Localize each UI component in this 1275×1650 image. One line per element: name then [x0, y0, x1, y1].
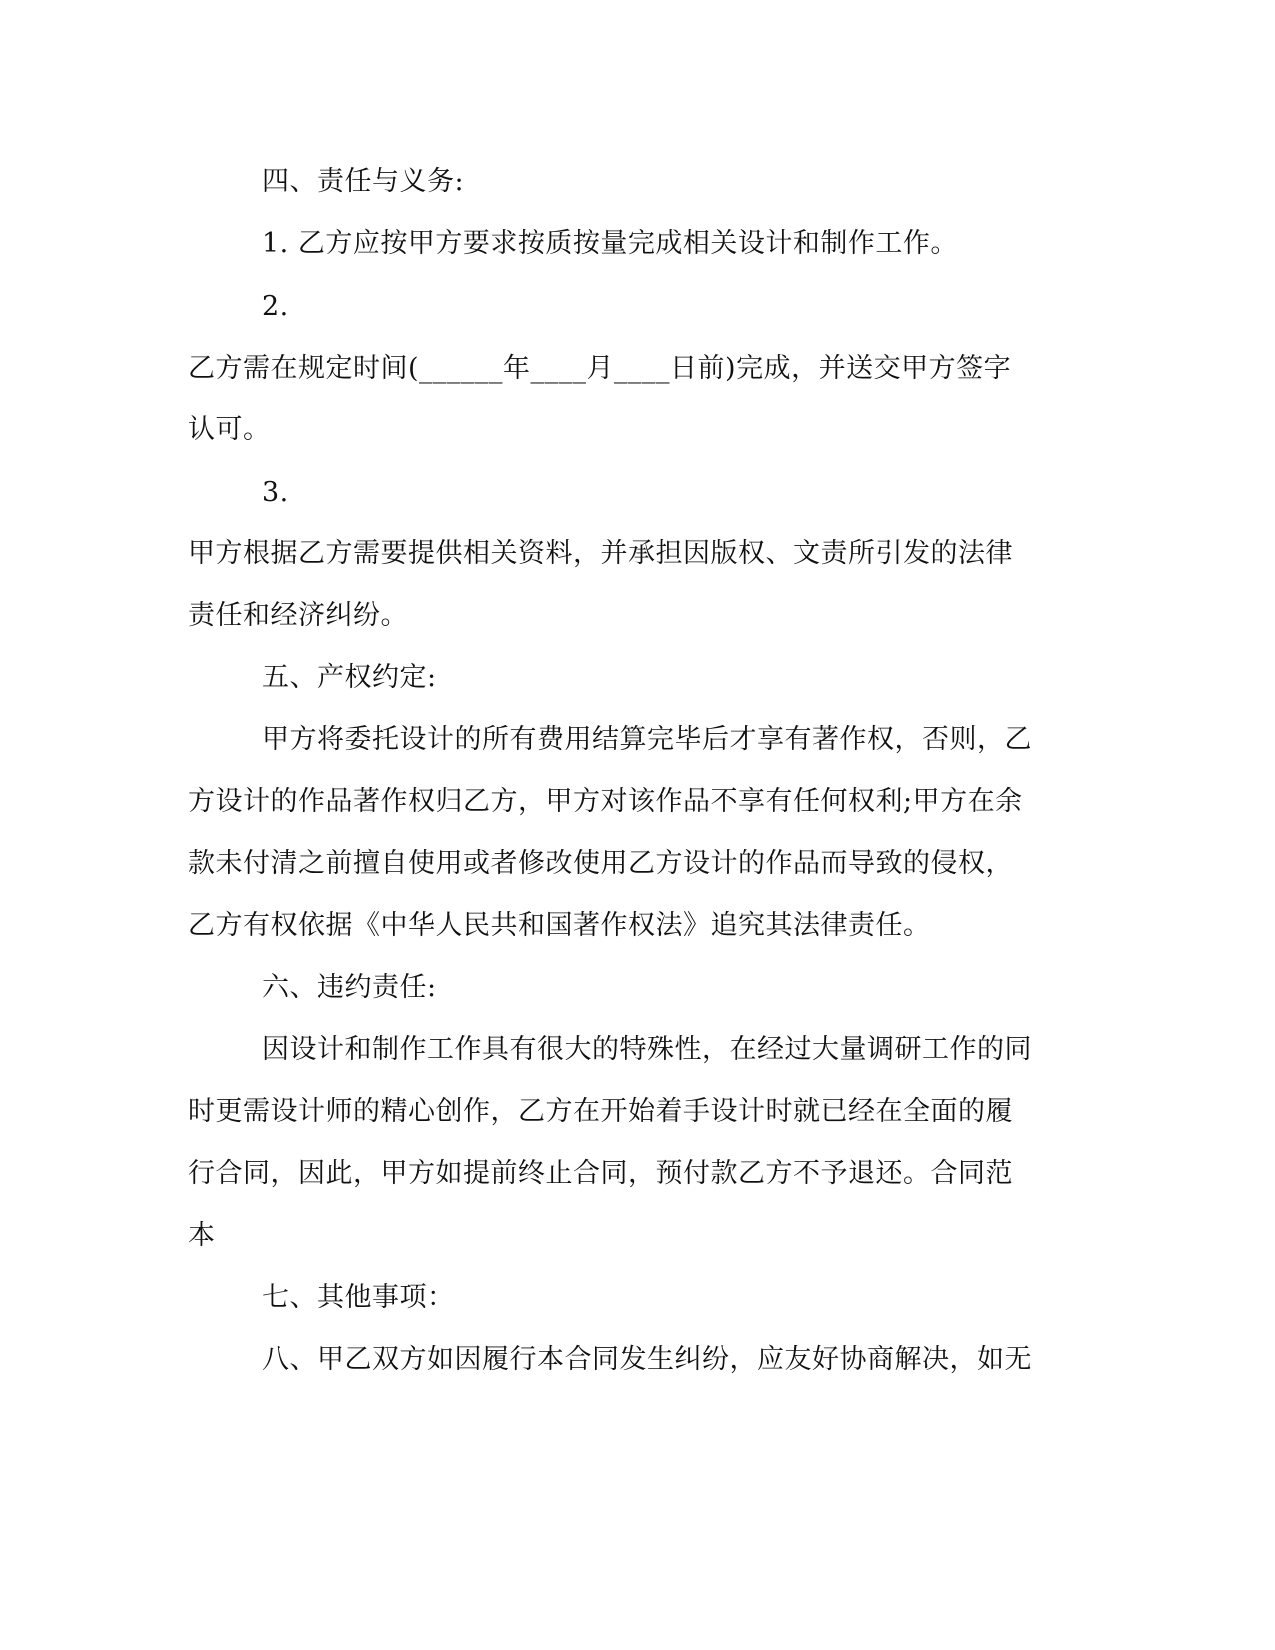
paragraph-6-line-2: 时更需设计师的精心创作，乙方在开始着手设计时就已经在全面的履	[188, 1096, 1013, 1127]
clause-4-1: 1. 乙方应按甲方要求按质按量完成相关设计和制作工作。	[262, 228, 958, 259]
paragraph-6-line-1: 因设计和制作工作具有很大的特殊性，在经过大量调研工作的同	[262, 1034, 1032, 1065]
section-heading-7: 七、其他事项：	[262, 1282, 455, 1313]
paragraph-6-line-3: 行合同，因此，甲方如提前终止合同，预付款乙方不予退还。合同范	[188, 1158, 1013, 1189]
section-heading-5: 五、产权约定:	[262, 662, 437, 693]
clause-4-2-number: 2.	[262, 291, 289, 322]
section-heading-4: 四、责任与义务:	[262, 166, 465, 197]
section-heading-6: 六、违约责任:	[262, 972, 437, 1003]
paragraph-5-line-3: 款未付清之前擅自使用或者修改使用乙方设计的作品而导致的侵权，	[188, 848, 1013, 879]
paragraph-5-line-2: 方设计的作品著作权归乙方，甲方对该作品不享有任何权利;甲方在余	[188, 786, 1023, 817]
paragraph-5-line-4: 乙方有权依据《中华人民共和国著作权法》追究其法律责任。	[188, 910, 931, 941]
clause-4-3-number: 3.	[262, 477, 289, 508]
clause-4-3-text: 甲方根据乙方需要提供相关资料，并承担因版权、文责所引发的法律	[188, 538, 1013, 569]
paragraph-6-line-4: 本	[188, 1220, 216, 1251]
clause-4-2-text-cont: 认可。	[188, 414, 271, 445]
section-8-line-1: 八、甲乙双方如因履行本合同发生纠纷，应友好协商解决，如无	[262, 1344, 1032, 1375]
paragraph-5-line-1: 甲方将委托设计的所有费用结算完毕后才享有著作权，否则，乙	[262, 724, 1032, 755]
clause-4-2-text: 乙方需在规定时间(______年____月____日前)完成，并送交甲方签字	[188, 353, 1012, 384]
clause-4-3-text-cont: 责任和经济纠纷。	[188, 600, 408, 631]
